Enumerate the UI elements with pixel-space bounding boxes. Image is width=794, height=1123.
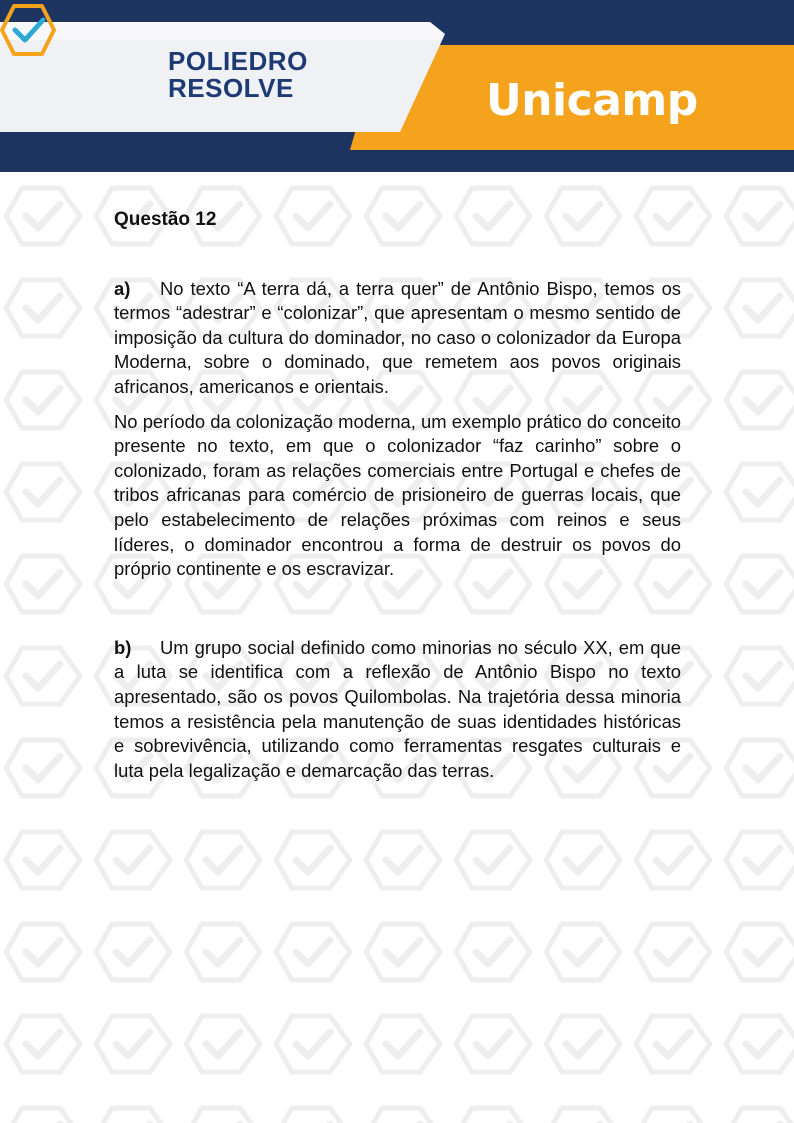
brand-line1: POLIEDRO (168, 46, 308, 76)
item-b-paragraph-1 (114, 636, 681, 784)
brand-logo (168, 48, 308, 102)
exam-name: Unicamp (486, 75, 698, 126)
item-a-text-1: No texto “A terra dá, a terra quer” de Antônio Bispo, temos os termos “adestrar” e “colonizar”, que apresentam o mesmo sentido de imposição da cultura do dominador, no caso o colonizador da Europa Moderna, sobre o dominado, que remetem aos povos originais africanos, americanos e orientais. (114, 277, 681, 397)
item-a-letter: a) (114, 277, 131, 299)
brand-line2: RESOLVE (168, 73, 294, 103)
question-content (114, 208, 681, 783)
check-shield-icon (0, 0, 56, 60)
page-header (0, 0, 794, 172)
item-a-paragraph-1 (114, 277, 681, 400)
question-title: Questão 12 (114, 209, 217, 230)
item-b-letter: b) (114, 636, 132, 658)
item-a-paragraph-2: No período da colonização moderna, um exemplo prático do conceito presente no texto, em que o colonizador “faz carinho” sobre o colonizado, foram as relações comerciais entre Portugal e chefes de tribos africanas para comércio de prisioneiro de guerras locais, que pelo estabelecimento de relações próximas com reinos e seus líderes, o dominador encontrou a forma de destruir os povos do próprio continente e os escravizar. (114, 410, 681, 580)
item-b-text-1: Um grupo social definido como minorias no século XX, em que a luta se identifica com a reflexão de Antônio Bispo no texto apresentado, são os povos Quilombolas. Na trajetória dessa minoria temos a resistência pela manutenção de suas identidades históricas e sobrevivência, utilizando como ferramentas resgates culturais e luta pela legalização e demarcação das terras. (114, 636, 681, 781)
